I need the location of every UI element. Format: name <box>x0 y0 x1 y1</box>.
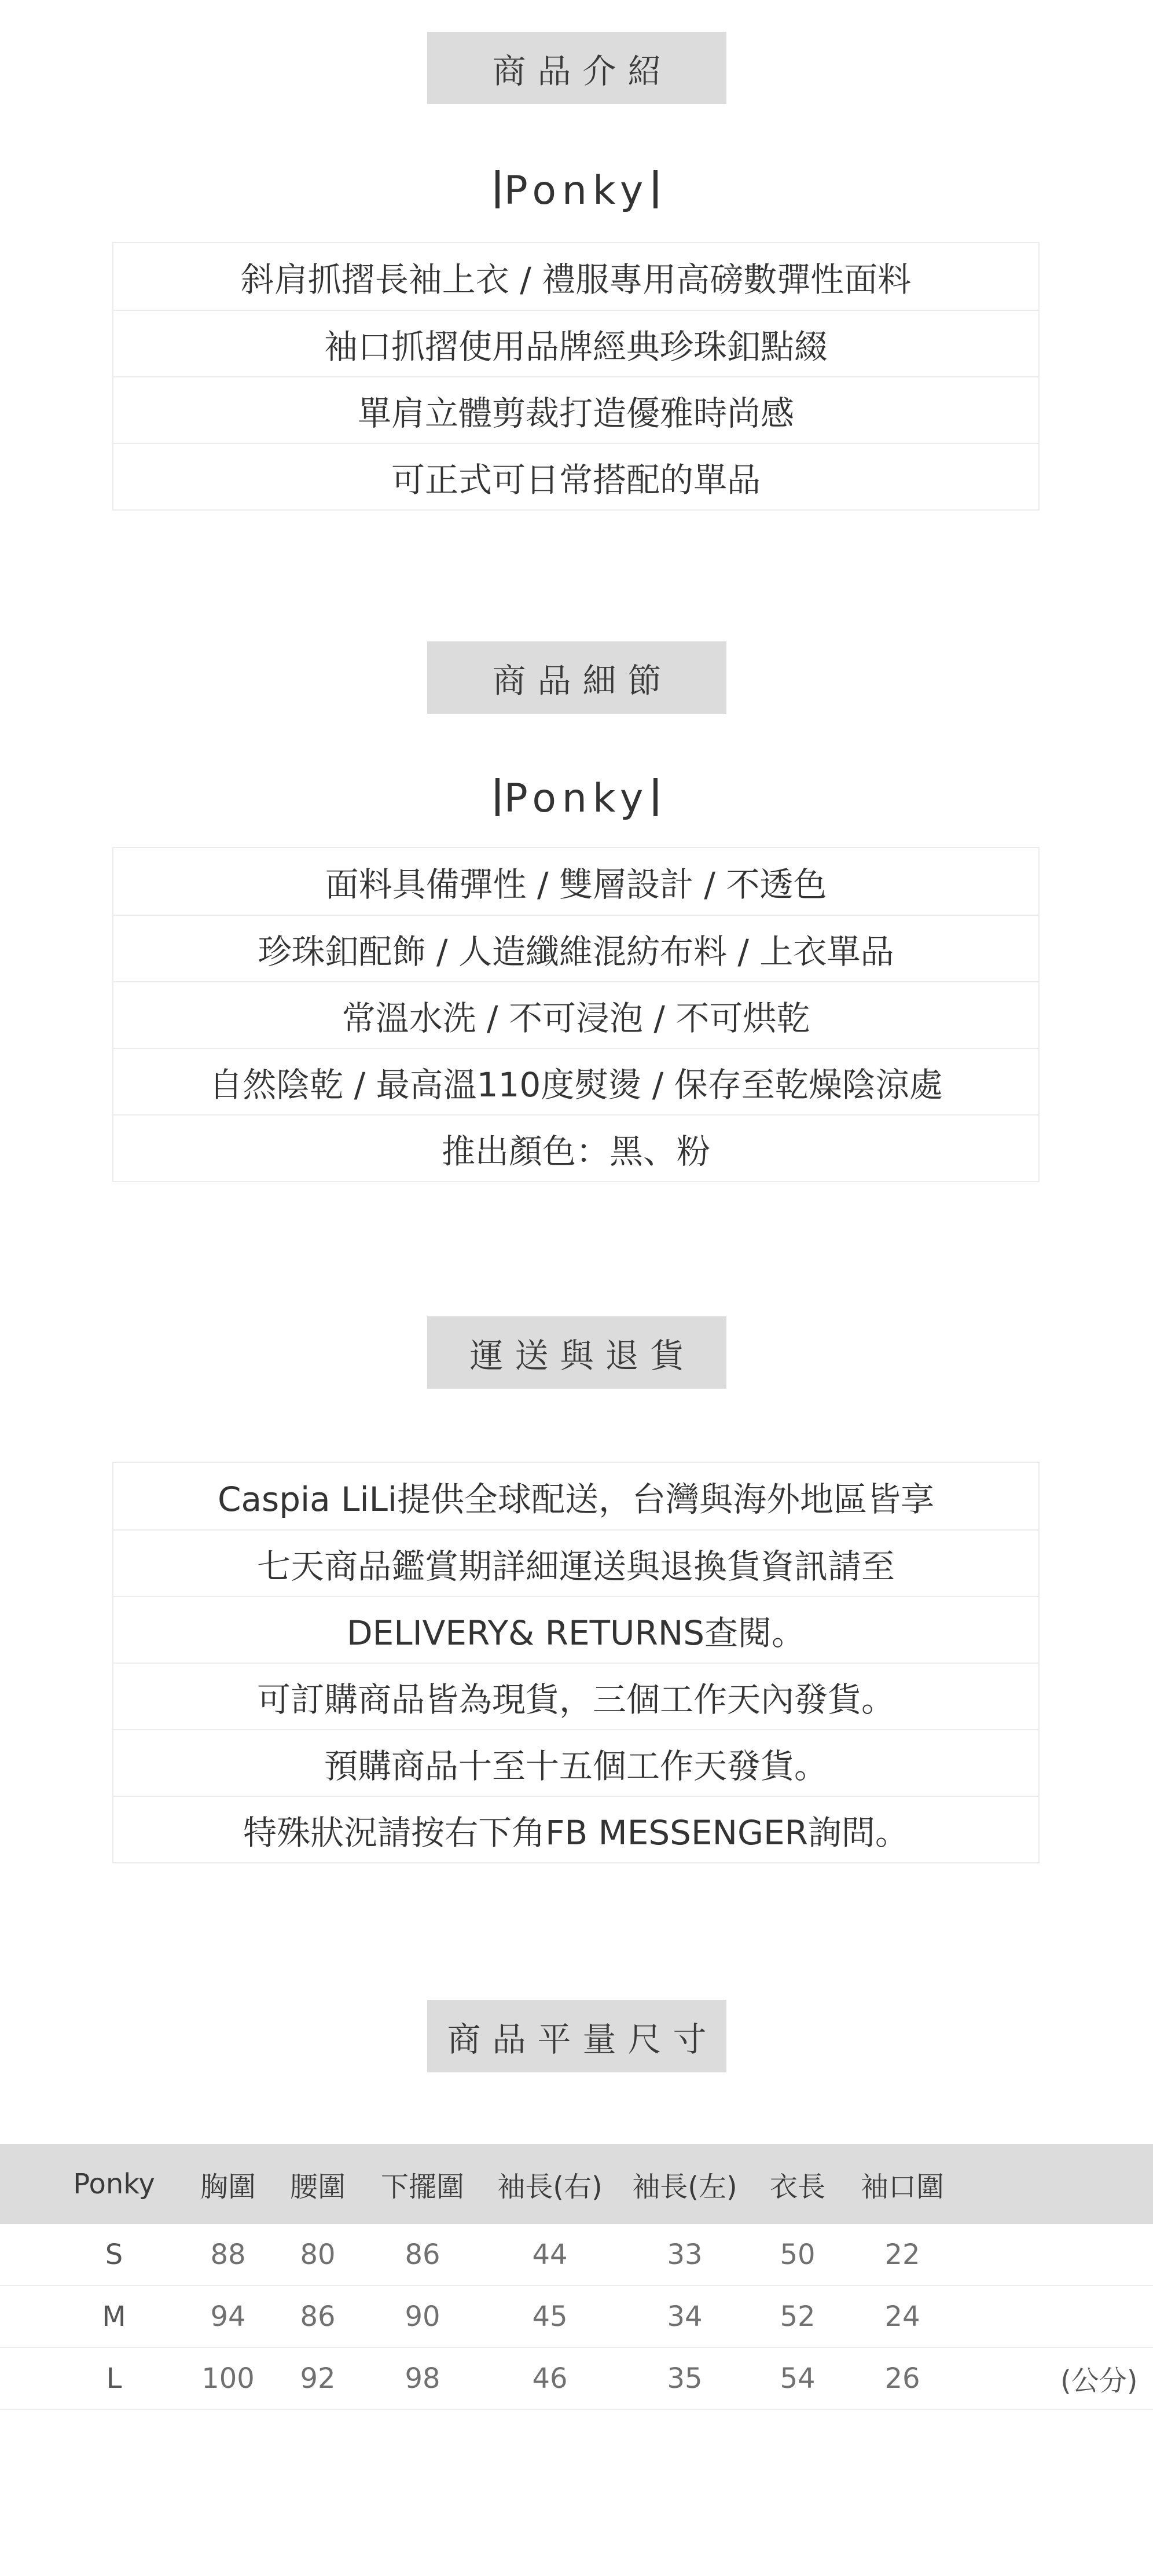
section-title-size-chart: 商品平量尺寸 <box>427 2000 726 2072</box>
header-cell-sleeve-right: 袖長(右) <box>497 2170 603 2203</box>
shipping-info-box <box>112 1462 1040 1863</box>
product-intro-box <box>112 242 1040 511</box>
intro-row: 斜肩抓摺長袖上衣 / 禮服專用高磅數彈性面料 <box>240 259 912 299</box>
brand-bar-left <box>495 778 500 816</box>
section-title-product-details: 商品細節 <box>427 641 726 714</box>
header-cell-hem: 下擺圍 <box>380 2170 465 2203</box>
size-cell: 45 <box>532 2300 568 2333</box>
section-title-product-intro: 商品介紹 <box>427 32 726 104</box>
size-cell: 24 <box>884 2300 920 2333</box>
brand-bar-right <box>653 778 658 816</box>
size-cell: 33 <box>667 2238 703 2271</box>
size-table <box>0 2144 1153 2410</box>
size-cell: 46 <box>532 2362 568 2395</box>
size-cell: 52 <box>780 2300 816 2333</box>
header-cell-cuff: 袖口圍 <box>860 2170 945 2203</box>
size-cell: 44 <box>532 2238 568 2271</box>
size-cell: 90 <box>405 2300 440 2333</box>
intro-row: 單肩立體剪裁打造優雅時尚感 <box>113 376 1038 443</box>
size-label: M <box>102 2300 126 2333</box>
header-cell-length: 衣長 <box>769 2170 826 2203</box>
size-cell: 22 <box>884 2238 920 2271</box>
shipping-row: Caspia LiLi提供全球配送，台灣與海外地區皆享 <box>217 1479 935 1519</box>
size-cell: 54 <box>780 2362 816 2395</box>
product-details-box <box>112 847 1040 1182</box>
shipping-row: 可訂購商品皆為現貨，三個工作天內發貨。 <box>113 1663 1038 1729</box>
size-cell: 94 <box>210 2300 246 2333</box>
shipping-row: 特殊狀況請按右下角FB MESSENGER詢問。 <box>113 1796 1038 1862</box>
brand-name: Ponky <box>504 776 649 821</box>
size-cell: 86 <box>405 2238 440 2271</box>
brand-bar-right <box>653 170 658 208</box>
size-cell: 86 <box>300 2300 336 2333</box>
details-row: 自然陰乾 / 最高溫110度熨燙 / 保存至乾燥陰涼處 <box>113 1048 1038 1114</box>
header-cell-waist: 腰圍 <box>289 2170 346 2203</box>
size-row-m <box>0 2286 1153 2348</box>
size-cell: 50 <box>780 2238 816 2271</box>
size-row-s <box>0 2224 1153 2286</box>
brand-heading-details <box>0 776 1153 821</box>
details-row: 常溫水洗 / 不可浸泡 / 不可烘乾 <box>113 981 1038 1048</box>
size-cell: 80 <box>300 2238 336 2271</box>
intro-row: 袖口抓摺使用品牌經典珍珠釦點綴 <box>113 310 1038 376</box>
header-cell-sleeve-left: 袖長(左) <box>632 2170 737 2203</box>
size-cell: 35 <box>667 2362 703 2395</box>
size-label: S <box>105 2238 123 2271</box>
details-row: 推出顏色：黑、粉 <box>113 1114 1038 1181</box>
details-row: 面料具備彈性 / 雙層設計 / 不透色 <box>325 864 827 904</box>
unit-label: (公分) <box>1060 2365 1138 2397</box>
size-cell: 26 <box>884 2362 920 2395</box>
header-cell-chest: 胸圍 <box>200 2170 256 2203</box>
size-cell: 98 <box>405 2362 440 2395</box>
brand-bar-left <box>495 170 500 208</box>
size-cell: 100 <box>201 2362 255 2395</box>
header-cell-product: Ponky <box>73 2168 155 2200</box>
size-table-header <box>0 2144 1153 2224</box>
brand-heading-intro <box>0 168 1153 214</box>
shipping-row: DELIVERY& RETURNS查閱。 <box>113 1596 1038 1663</box>
details-row: 珍珠釦配飾 / 人造纖維混紡布料 / 上衣單品 <box>113 915 1038 981</box>
size-label: L <box>106 2362 122 2395</box>
brand-name: Ponky <box>504 168 649 214</box>
shipping-row: 七天商品鑑賞期詳細運送與退換貨資訊請至 <box>113 1529 1038 1596</box>
size-row-l <box>0 2348 1153 2410</box>
shipping-row: 預購商品十至十五個工作天發貨。 <box>113 1729 1038 1796</box>
size-cell: 88 <box>210 2238 246 2271</box>
intro-row: 可正式可日常搭配的單品 <box>113 443 1038 509</box>
section-title-shipping-returns: 運送與退貨 <box>427 1316 726 1389</box>
size-cell: 92 <box>300 2362 336 2395</box>
size-cell: 34 <box>667 2300 703 2333</box>
